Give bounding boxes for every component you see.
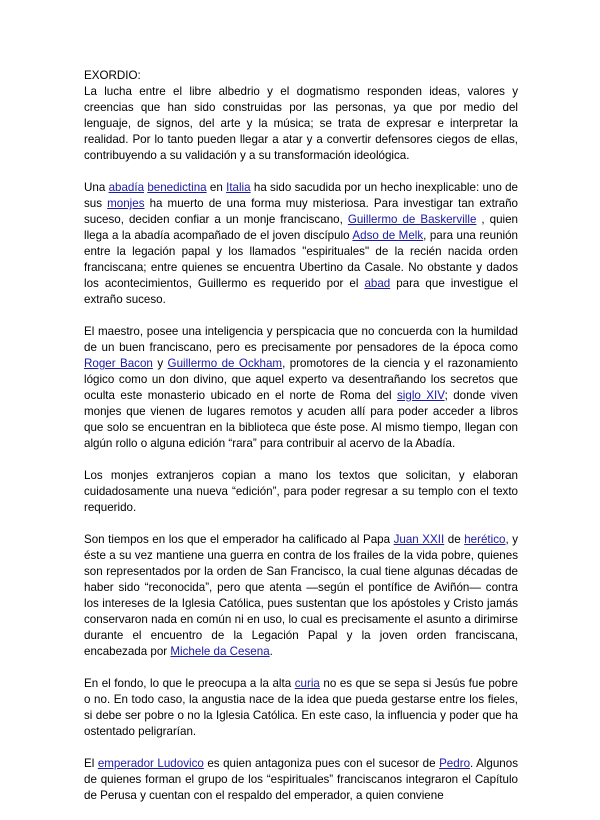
text-run: . Algunos de quienes forman el grupo de los “espirituales” franciscanos integraron el Capítulo de Perusa y cuentan con el respaldo del emperador, a quien conviene	[84, 757, 519, 802]
paragraph-p5	[84, 532, 518, 660]
hyperlink[interactable]: abad	[364, 277, 391, 290]
hyperlink[interactable]: Italia	[226, 181, 251, 194]
text-run: ha sido sacudida por un hecho inexplicable: uno de sus	[84, 181, 518, 210]
paragraph-p1	[84, 84, 518, 164]
text-run: .	[269, 645, 273, 658]
text-run: para que investigue el extraño suceso.	[84, 277, 519, 306]
hyperlink[interactable]: herético	[464, 533, 506, 546]
paragraph-p2	[84, 180, 518, 308]
text-run: y	[152, 357, 168, 370]
text-run: , promotores de la ciencia y el razonamiento lógico como un don divino, que aquel experto va desentrañando los secretos que oculta este monasterio ubicado en el norte de Roma del	[84, 357, 519, 402]
text-run: , quien llega a la abadía acompañado de el joven discípulo	[84, 213, 519, 242]
text-run: ha muerto de una forma muy misteriosa. Para investigar tan extraño suceso, deciden confiar a un monje franciscano,	[84, 197, 519, 226]
hyperlink[interactable]: monjes	[107, 197, 145, 210]
document-page	[84, 68, 518, 820]
text-run: de	[444, 533, 465, 546]
hyperlink[interactable]: emperador Ludovico	[97, 757, 204, 770]
hyperlink[interactable]: Pedro	[439, 757, 471, 770]
paragraph-p4	[84, 468, 518, 516]
text-run: El maestro, posee una inteligencia y perspicacia que no concuerda con la humildad de un buen franciscano, pero es precisamente por pensadores de la época como	[84, 325, 518, 354]
text-run: no es que se sepa si Jesús fue pobre o no. En todo caso, la angustia nace de la idea que pueda gestarse entre los fieles, si debe ser pobre o no la Iglesia Católica. En este caso, la influencia y poder que ha ostentado peligrarían.	[84, 677, 518, 738]
text-run: El	[84, 757, 98, 770]
hyperlink[interactable]: Adso de Melk	[352, 229, 424, 242]
text-run: en	[206, 181, 227, 194]
text-run: , para una reunión entre la legación papal y los llamados "espirituales" de la recién nacida orden franciscana; entre quienes se encuentra Ubertino da Casale. No obstante y dados los acontecimientos, Guillermo es requerido por el	[84, 229, 518, 290]
text-run: , y éste a su vez mantiene una guerra en contra de los frailes de la vida pobre, quienes son representados por la orden de San Francisco, la cual tiene algunas décadas de haber sido “reconocida”, pero que atenta —según el pontífice de Aviñón— contra los intereses de la Iglesia Católica, pues sustentan que los apóstoles y Cristo jamás conservaron nada en común ni en uso, lo cual es precisamente el asunto a dirimirse durante el encuentro de la Legación Papal y la joven orden franciscana, encabezada por	[84, 533, 518, 658]
text-run: En el fondo, lo que le preocupa a la alta	[84, 677, 295, 690]
paragraph-p7	[84, 756, 518, 804]
text-run: es quien antagoniza pues con el sucesor de	[203, 757, 440, 770]
text-run: La lucha entre el libre albedrio y el dogmatismo responden ideas, valores y creencias que han sido construidas por las personas, ya que por medio del lenguaje, de signos, del arte y la música; se trata de expresar e interpretar la realidad. Por lo tanto pueden llegar a atar y a convertir defensores ciegos de ellas, contribuyendo a su validación y a su transformación ideológica.	[84, 85, 518, 162]
hyperlink[interactable]: curia	[294, 677, 320, 690]
text-run: Los monjes extranjeros copian a mano los textos que solicitan, y elaboran cuidadosamente una nueva “edición”, para poder regresar a su templo con el texto requerido.	[84, 469, 518, 514]
hyperlink[interactable]: Guillermo de Baskerville	[347, 213, 477, 226]
document-body	[84, 84, 518, 804]
hyperlink[interactable]: Michele da Cesena	[170, 645, 270, 658]
hyperlink[interactable]: abadía	[108, 181, 145, 194]
text-run: Son tiempos en los que el emperador ha calificado al Papa	[84, 533, 394, 546]
hyperlink[interactable]: Juan XXII	[393, 533, 445, 546]
paragraph-p3	[84, 324, 518, 452]
text-run: ; donde viven monjes que vienen de lugares remotos y acuden allí para poder acceder a libros que solo se encuentran en la biblioteca que éste pose. Al mismo tiempo, llegan con algún rollo o alguna edición “rara” para contribuir al acervo de la Abadía.	[84, 389, 518, 450]
hyperlink[interactable]: Guillermo de Ockham	[167, 357, 283, 370]
hyperlink[interactable]: siglo XIV	[397, 389, 445, 402]
document-heading: EXORDIO:	[84, 69, 141, 82]
paragraph-p6	[84, 676, 518, 740]
hyperlink[interactable]: benedictina	[147, 181, 207, 194]
hyperlink[interactable]: Roger Bacon	[84, 357, 153, 370]
text-run: Una	[84, 181, 109, 194]
